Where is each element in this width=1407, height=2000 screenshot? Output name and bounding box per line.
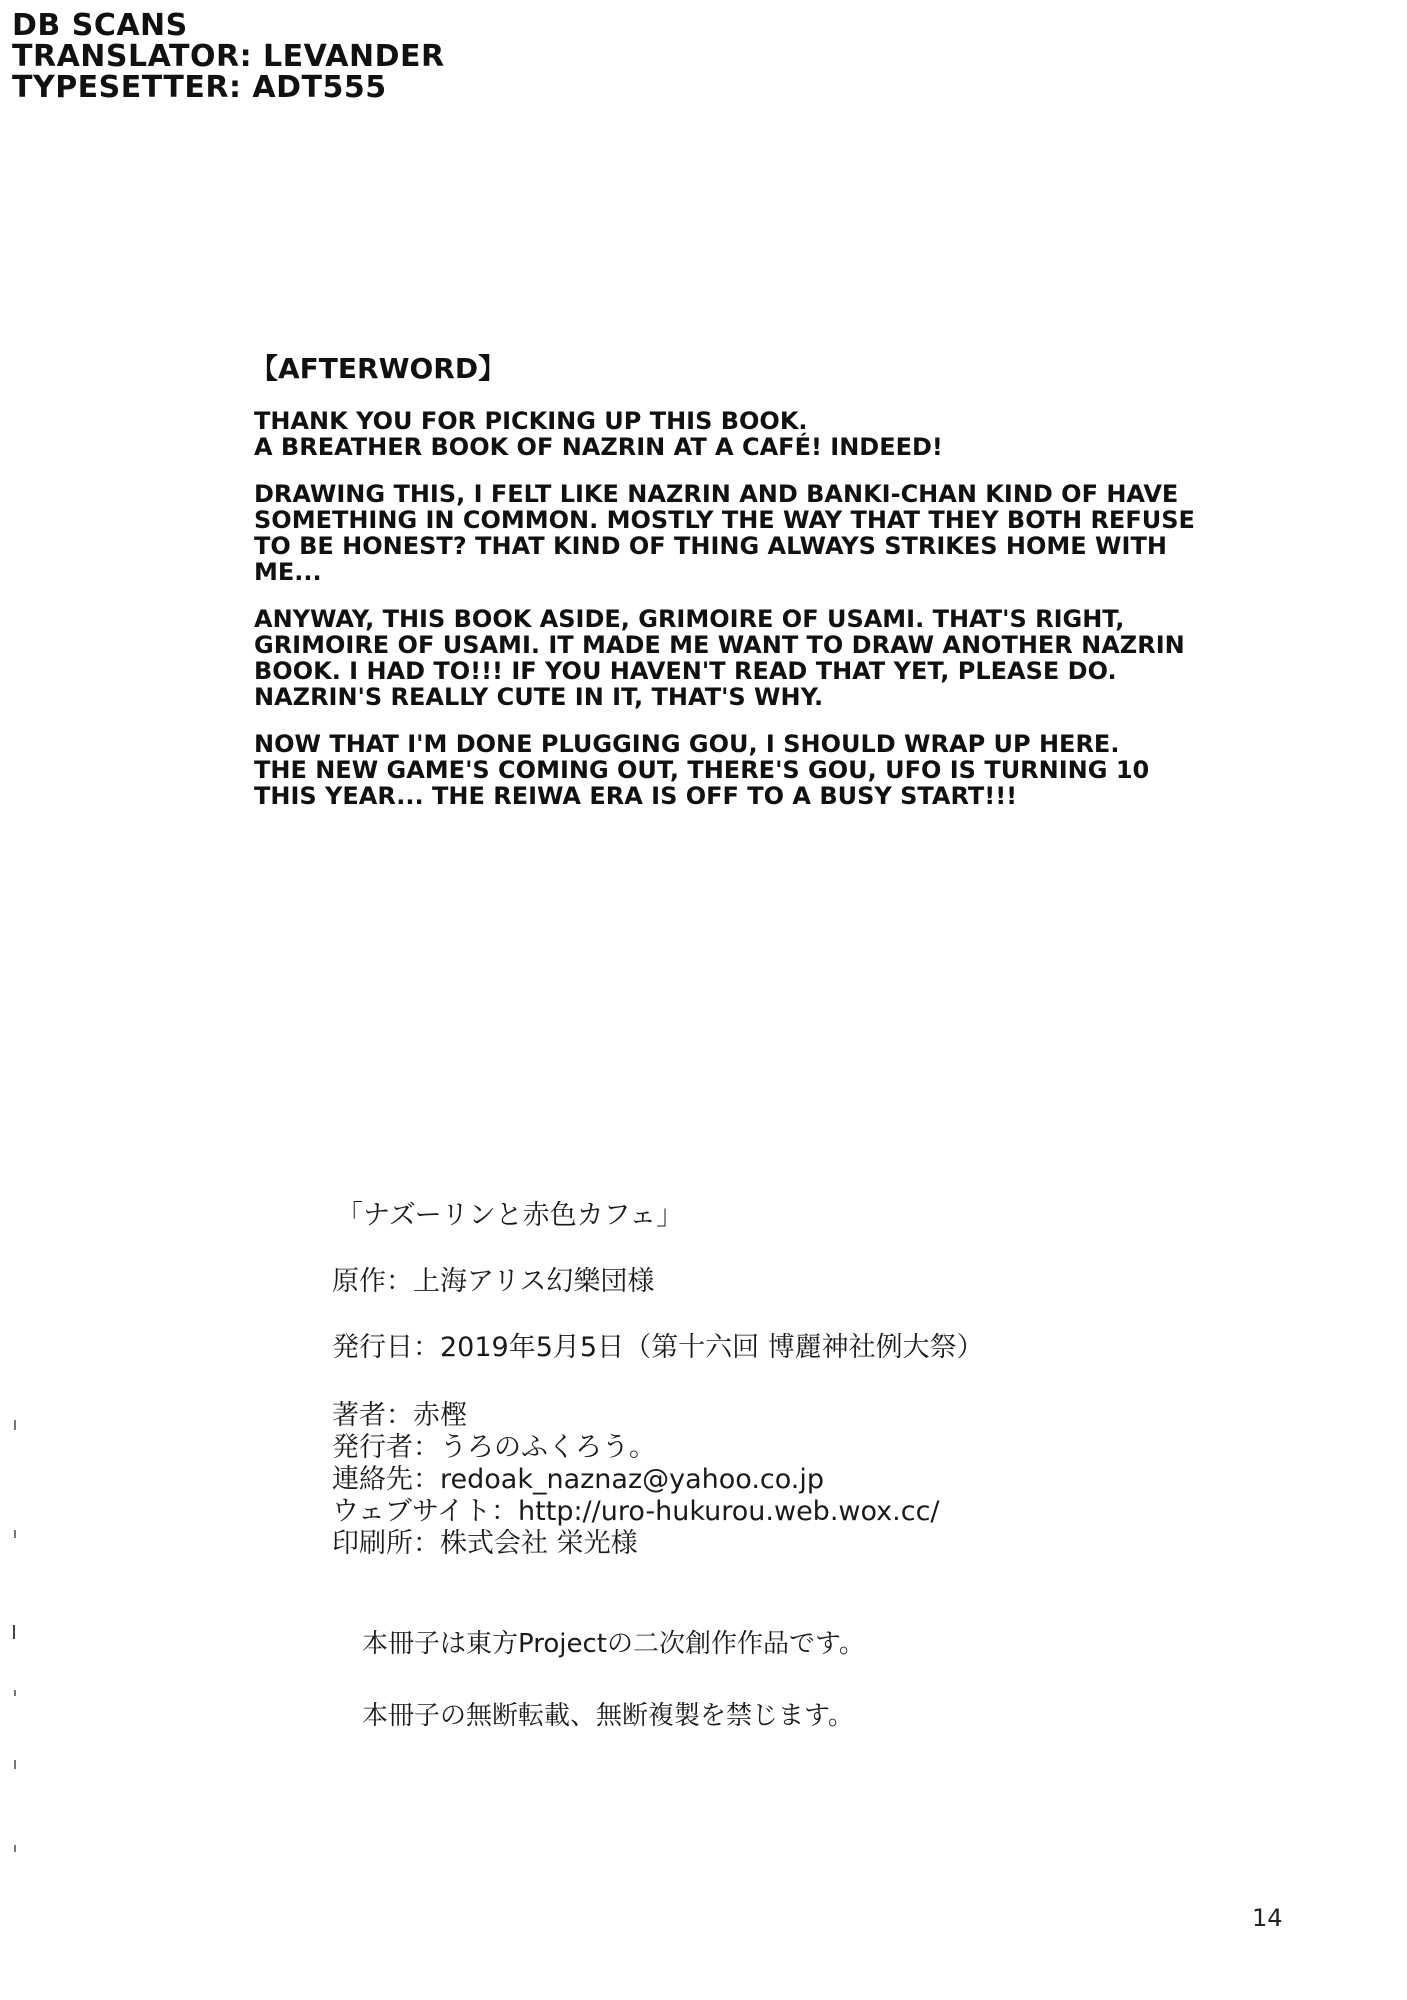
website-line: ウェブサイト：http://uro-hukurou.web.wox.cc/ bbox=[332, 1496, 940, 1527]
afterword-line: THANK YOU FOR PICKING UP THIS BOOK. bbox=[254, 407, 808, 435]
colophon bbox=[332, 1198, 1232, 1560]
fan-work-notice: 本冊子は東方Projectの二次創作作品です。 bbox=[362, 1629, 865, 1659]
afterword-section bbox=[250, 352, 1195, 830]
reproduction-notice: 本冊子の無断転載、無断複製を禁じます。 bbox=[362, 1701, 854, 1731]
afterword-line: A BREATHER BOOK OF NAZRIN AT A CAFÉ! INDEED! bbox=[254, 433, 943, 461]
scan-speck bbox=[14, 1530, 16, 1538]
afterword-paragraph bbox=[254, 731, 1170, 809]
original-work: 原作：上海アリス幻樂団様 bbox=[332, 1266, 655, 1297]
afterword-line: DRAWING THIS, I FELT LIKE NAZRIN AND BANKI-CHAN KIND OF HAVE bbox=[254, 480, 1179, 508]
page-number: 14 bbox=[1252, 1904, 1283, 1932]
afterword-line: THE NEW GAME'S COMING OUT, THERE'S GOU, UFO IS TURNING 10 bbox=[254, 756, 1150, 784]
afterword-paragraph bbox=[254, 605, 1185, 711]
afterword-line: SOMETHING IN COMMON. MOSTLY THE WAY THAT THEY BOTH REFUSE bbox=[254, 506, 1195, 534]
scan-speck bbox=[14, 1845, 16, 1852]
afterword-heading: 【AFTERWORD】 bbox=[250, 352, 507, 385]
afterword-paragraph bbox=[254, 480, 1195, 586]
scan-speck bbox=[13, 1625, 15, 1639]
scan-speck bbox=[14, 1760, 16, 1769]
scan-group-credit: DB SCANS bbox=[12, 8, 188, 43]
typesetter-credit: TYPESETTER: ADT555 bbox=[12, 70, 387, 105]
publication-date: 発行日：2019年5月5日（第十六回 博麗神社例大祭） bbox=[332, 1332, 984, 1363]
copyright-notice bbox=[362, 1626, 865, 1734]
afterword-paragraph bbox=[254, 408, 1170, 460]
author-line: 著者：赤樫 bbox=[332, 1400, 467, 1431]
afterword-line: TO BE HONEST? THAT KIND OF THING ALWAYS STRIKES HOME WITH bbox=[254, 532, 1167, 560]
translator-credit: TRANSLATOR: LEVANDER bbox=[12, 39, 445, 74]
book-title: 「ナズーリンと赤色カフェ」 bbox=[336, 1200, 684, 1231]
afterword-line: ME... bbox=[254, 558, 322, 586]
contact-line: 連絡先：redoak_naznaz@yahoo.co.jp bbox=[332, 1464, 825, 1495]
afterword-line: THIS YEAR... THE REIWA ERA IS OFF TO A BUSY START!!! bbox=[254, 782, 1018, 810]
scanlation-credits bbox=[12, 10, 445, 103]
colophon-details bbox=[332, 1400, 1232, 1560]
printer-line: 印刷所：株式会社 栄光様 bbox=[332, 1528, 638, 1559]
afterword-line: NOW THAT I'M DONE PLUGGING GOU, I SHOULD WRAP UP HERE. bbox=[254, 730, 1120, 758]
afterword-line: NAZRIN'S REALLY CUTE IN IT, THAT'S WHY. bbox=[254, 683, 824, 711]
afterword-line: BOOK. I HAD TO!!! IF YOU HAVEN'T READ THAT YET, PLEASE DO. bbox=[254, 657, 1117, 685]
afterword-line: GRIMOIRE OF USAMI. IT MADE ME WANT TO DRAW ANOTHER NAZRIN bbox=[254, 631, 1185, 659]
publisher-line: 発行者：うろのふくろう。 bbox=[332, 1432, 656, 1463]
scan-speck bbox=[14, 1690, 16, 1696]
scan-speck bbox=[14, 1420, 16, 1430]
afterword-line: ANYWAY, THIS BOOK ASIDE, GRIMOIRE OF USAMI. THAT'S RIGHT, bbox=[254, 605, 1125, 633]
